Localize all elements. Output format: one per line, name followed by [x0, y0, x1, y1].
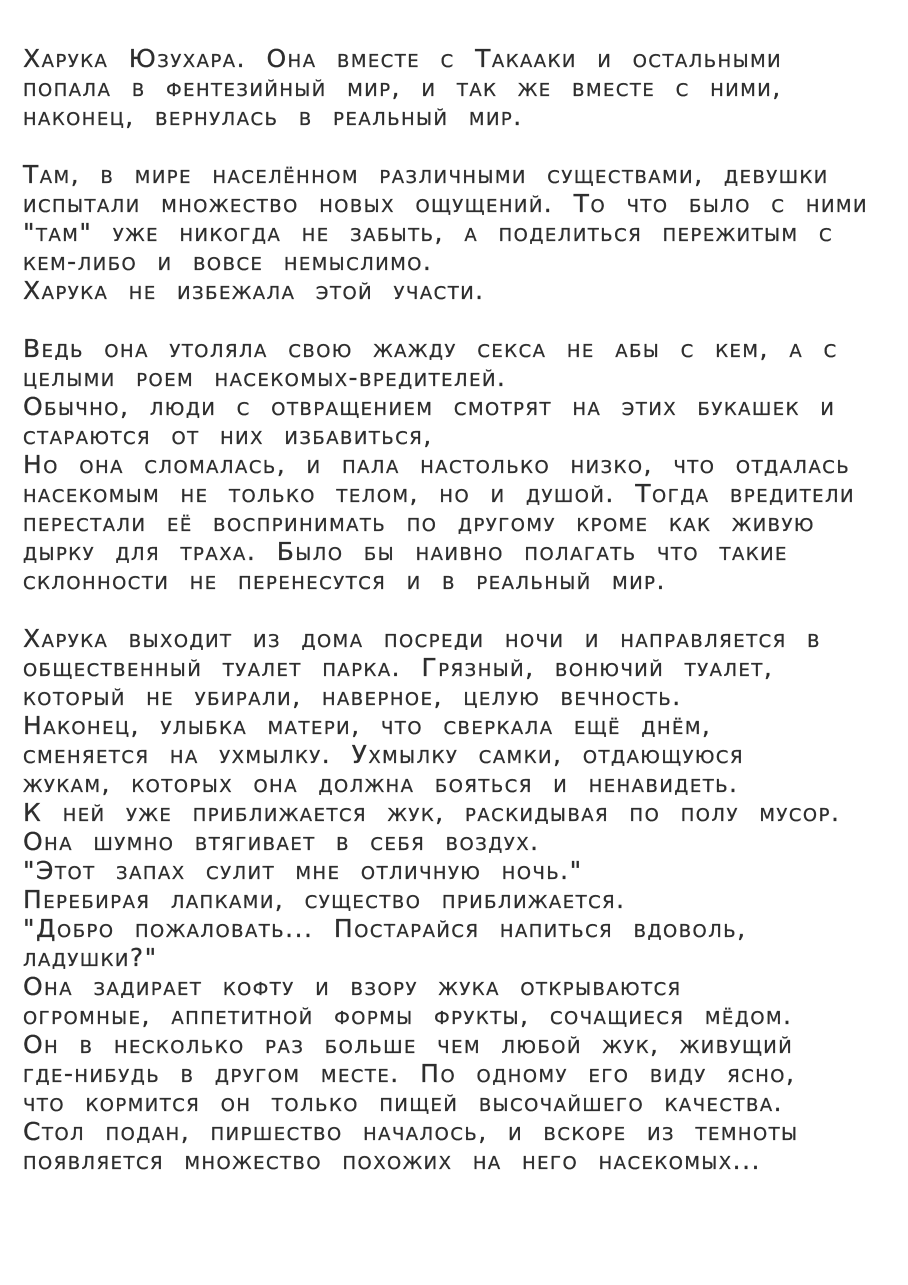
text-line: Там, в мире населённом различными существами, девушки	[23, 160, 829, 189]
text-line: ладушки?"	[23, 943, 158, 972]
text-line: целыми роем насекомых-вредителей.	[23, 363, 507, 392]
text-line: Ведь она утоляла свою жажду секса не абы с кем, а с	[23, 334, 838, 363]
text-line: кем-либо и вовсе немыслимо.	[23, 247, 433, 276]
text-line: Он в несколько раз больше чем любой жук, живущий	[23, 1030, 794, 1059]
text-line: наконец, вернулась в реальный мир.	[23, 102, 523, 131]
text-line: Она задирает кофту и взору жука открываются	[23, 972, 682, 1001]
paragraph	[23, 160, 888, 305]
text-line: Харука не избежала этой участи.	[23, 276, 485, 305]
text-line: Обычно, люди с отвращением смотрят на этих букашек и	[23, 392, 836, 421]
text-line: Но она сломалась, и пала настолько низко, что отдалась	[23, 450, 851, 479]
text-line: Перебирая лапками, существо приближается.	[23, 885, 626, 914]
text-line: насекомым не только телом, но и душой. Тогда вредители	[23, 479, 855, 508]
text-line: испытали множество новых ощущений. То что было с ними	[23, 189, 868, 218]
text-line: что кормится он только пищей высочайшего качества.	[23, 1088, 784, 1117]
text-line: "там" уже никогда не забыть, а поделиться пережитым с	[23, 218, 834, 247]
paragraph	[23, 44, 888, 131]
paragraph	[23, 334, 888, 595]
text-line: стараются от них избавиться,	[23, 421, 433, 450]
text-line: сменяется на ухмылку. Ухмылку самки, отдающуюся	[23, 740, 744, 769]
text-line: огромные, аппетитной формы фрукты, сочащиеся мёдом.	[23, 1001, 793, 1030]
text-line: "Этот запах сулит мне отличную ночь."	[23, 856, 583, 885]
text-line: "Добро пожаловать... Постарайся напиться вдоволь,	[23, 914, 747, 943]
text-line: перестали её воспринимать по другому кроме как живую	[23, 508, 815, 537]
text-line: общественный туалет парка. Грязный, вонючий туалет,	[23, 653, 774, 682]
text-line: появляется множество похожих на него насекомых...	[23, 1146, 761, 1175]
text-line: где-нибудь в другом месте. По одному его виду ясно,	[23, 1059, 796, 1088]
text-line: Она шумно втягивает в себя воздух.	[23, 827, 540, 856]
text-line: склонности не перенесутся и в реальный мир.	[23, 566, 666, 595]
paragraph	[23, 624, 888, 1175]
text-line: попала в фентезийный мир, и так же вместе с ними,	[23, 73, 782, 102]
story-text	[23, 44, 888, 1175]
text-line: Наконец, улыбка матери, что сверкала ещё днём,	[23, 711, 712, 740]
text-line: который не убирали, наверное, целую вечность.	[23, 682, 682, 711]
text-line: Стол подан, пиршество началось, и вскоре из темноты	[23, 1117, 799, 1146]
text-line: дырку для траха. Было бы наивно полагать что такие	[23, 537, 788, 566]
text-line: жукам, которых она должна бояться и ненавидеть.	[23, 769, 739, 798]
text-line: Харука выходит из дома посреди ночи и направляется в	[23, 624, 821, 653]
text-line: К ней уже приближается жук, раскидывая по полу мусор.	[23, 798, 841, 827]
text-line: Харука Юзухара. Она вместе с Такааки и остальными	[23, 44, 783, 73]
